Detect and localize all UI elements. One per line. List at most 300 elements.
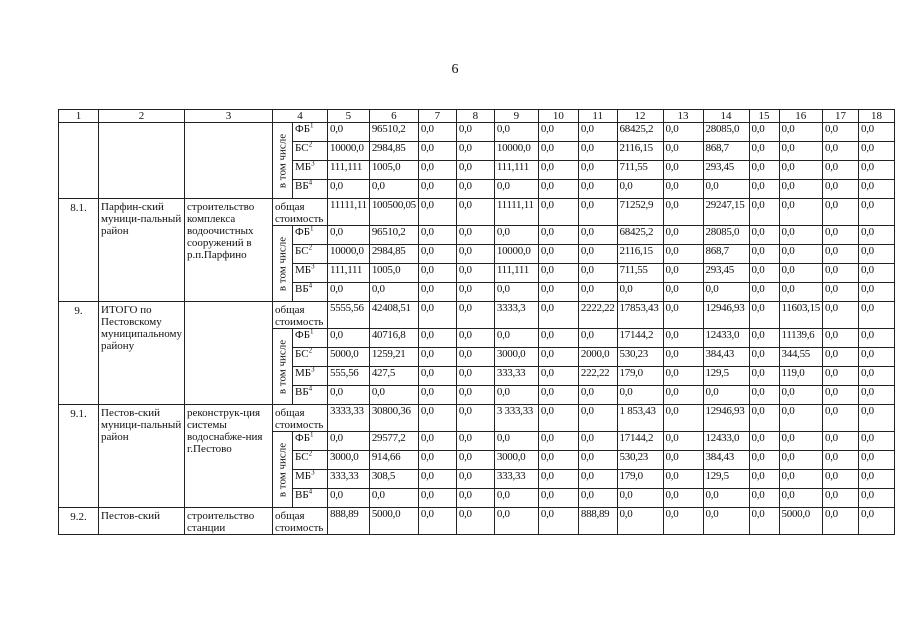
value-cell: 888,89 [328,508,370,535]
header-row [59,110,895,123]
value-cell: 0,0 [538,142,578,161]
funding-code: МБ [295,367,312,379]
value-cell: 2984,85 [369,245,418,264]
value-cell: 2116,15 [617,245,663,264]
funding-source-label [293,264,328,283]
value-cell: 0,0 [456,432,494,451]
value-cell: 17144,2 [617,329,663,348]
funding-code: МБ [295,470,312,482]
value-cell: 0,0 [538,489,578,508]
value-cell: 0,0 [663,386,703,405]
footnote-mark: 3 [311,160,315,168]
value-cell: 0,0 [494,226,538,245]
value-cell: 0,0 [369,180,418,199]
district-name [99,123,185,199]
value-cell: 0,0 [456,329,494,348]
value-cell: 0,0 [859,432,895,451]
value-cell: 3333,33 [328,405,370,432]
value-cell: 68425,2 [617,226,663,245]
value-cell: 0,0 [494,123,538,142]
footnote-mark: 1 [310,431,314,439]
value-cell: 0,0 [749,348,779,367]
value-cell: 129,5 [703,470,749,489]
value-cell: 868,7 [703,142,749,161]
value-cell: 0,0 [456,386,494,405]
value-cell: 0,0 [859,142,895,161]
in-total-label [273,226,293,302]
value-cell: 96510,2 [369,226,418,245]
value-cell: 0,0 [779,470,822,489]
value-cell: 0,0 [823,470,859,489]
total-cost-label: общая стоимость [273,405,328,432]
value-cell: 0,0 [418,245,456,264]
value-cell: 0,0 [456,489,494,508]
value-cell: 0,0 [823,264,859,283]
value-cell: 0,0 [538,283,578,302]
value-cell: 3000,0 [328,451,370,470]
value-cell: 0,0 [456,470,494,489]
value-cell: 111,111 [328,264,370,283]
value-cell: 0,0 [369,283,418,302]
value-cell: 0,0 [538,329,578,348]
value-cell: 0,0 [749,508,779,535]
value-cell: 2000,0 [578,348,617,367]
value-cell: 0,0 [663,451,703,470]
value-cell: 0,0 [749,161,779,180]
row-number: 9.2. [59,508,99,535]
value-cell: 0,0 [369,386,418,405]
total-cost-label: общая стоимость [273,199,328,226]
value-cell: 0,0 [663,470,703,489]
value-cell: 0,0 [494,489,538,508]
value-cell: 1005,0 [369,264,418,283]
value-cell: 0,0 [823,348,859,367]
value-cell: 0,0 [779,226,822,245]
value-cell: 333,33 [494,470,538,489]
value-cell: 0,0 [779,283,822,302]
district-name: ИТОГО по Пестовскому муниципальному району [99,302,185,405]
in-total-label [273,329,293,405]
footnote-mark: 4 [308,179,313,187]
value-cell: 0,0 [749,302,779,329]
value-cell: 0,0 [578,142,617,161]
district-name: Пестов-ский муници-пальный район [99,405,185,508]
value-cell: 0,0 [749,226,779,245]
value-cell: 0,0 [779,199,822,226]
header-cell: 1 [59,110,99,123]
value-cell: 0,0 [749,199,779,226]
value-cell: 11139,6 [779,329,822,348]
value-cell: 29577,2 [369,432,418,451]
district-name: Парфин-ский муници-пальный район [99,199,185,302]
value-cell: 0,0 [538,245,578,264]
value-cell: 0,0 [703,489,749,508]
value-cell: 0,0 [779,123,822,142]
total-cost-label: общая стоимость [273,302,328,329]
value-cell: 0,0 [418,386,456,405]
funding-code: ФБ [295,329,311,341]
value-cell: 0,0 [578,199,617,226]
value-cell: 0,0 [418,142,456,161]
value-cell: 0,0 [703,508,749,535]
value-cell: 5000,0 [779,508,822,535]
value-cell: 0,0 [779,264,822,283]
value-cell: 293,45 [703,161,749,180]
value-cell: 0,0 [494,180,538,199]
value-cell: 0,0 [823,180,859,199]
value-cell: 0,0 [749,451,779,470]
value-cell: 0,0 [617,180,663,199]
value-cell: 0,0 [749,180,779,199]
value-cell: 0,0 [663,329,703,348]
row-number: 8.1. [59,199,99,302]
funding-source-label [293,283,328,302]
value-cell: 0,0 [494,508,538,535]
footnote-mark: 3 [311,366,315,374]
funding-code: БС [295,451,309,463]
value-cell: 0,0 [538,161,578,180]
value-cell: 0,0 [823,142,859,161]
value-cell: 0,0 [663,508,703,535]
funding-source-label [293,180,328,199]
header-cell: 9 [494,110,538,123]
value-cell: 5000,0 [369,508,418,535]
value-cell: 0,0 [859,451,895,470]
value-cell: 0,0 [418,367,456,386]
budget-table [58,109,895,535]
value-cell: 0,0 [779,142,822,161]
value-cell: 0,0 [663,199,703,226]
value-cell: 0,0 [538,123,578,142]
value-cell: 0,0 [328,180,370,199]
value-cell: 0,0 [538,432,578,451]
footnote-mark: 1 [310,225,314,233]
header-cell: 17 [823,110,859,123]
value-cell: 0,0 [749,489,779,508]
value-cell: 1005,0 [369,161,418,180]
value-cell: 344,55 [779,348,822,367]
value-cell: 0,0 [749,432,779,451]
project-name: строительство комплекса водоочистных сооружений в р.п.Парфино [185,199,273,302]
funding-source-label [293,329,328,348]
value-cell: 17853,43 [617,302,663,329]
value-cell: 0,0 [578,432,617,451]
header-cell: 4 [273,110,328,123]
value-cell: 28085,0 [703,226,749,245]
value-cell: 0,0 [823,405,859,432]
funding-source-label [293,451,328,470]
value-cell: 10000,0 [494,142,538,161]
value-cell: 0,0 [779,180,822,199]
value-cell: 11111,11 [494,199,538,226]
value-cell: 0,0 [663,432,703,451]
value-cell: 2116,15 [617,142,663,161]
value-cell: 0,0 [617,489,663,508]
value-cell: 0,0 [617,386,663,405]
value-cell: 30800,36 [369,405,418,432]
value-cell: 0,0 [663,302,703,329]
value-cell: 3000,0 [494,451,538,470]
vertical-text: в том числе [276,339,289,394]
value-cell: 0,0 [456,367,494,386]
value-cell: 0,0 [328,432,370,451]
value-cell: 0,0 [823,508,859,535]
value-cell: 0,0 [859,180,895,199]
value-cell: 12433,0 [703,329,749,348]
header-cell: 12 [617,110,663,123]
header-cell: 5 [328,110,370,123]
footnote-mark: 2 [308,141,313,149]
value-cell: 0,0 [456,161,494,180]
funding-code: ФБ [295,123,311,135]
value-cell: 5000,0 [328,348,370,367]
value-cell: 0,0 [328,226,370,245]
funding-source-label [293,161,328,180]
value-cell: 0,0 [663,180,703,199]
value-cell: 71252,9 [617,199,663,226]
value-cell: 0,0 [663,367,703,386]
value-cell: 0,0 [418,405,456,432]
footnote-mark: 4 [308,385,313,393]
funding-code: МБ [295,264,312,276]
value-cell: 0,0 [749,386,779,405]
value-cell: 555,56 [328,367,370,386]
value-cell: 0,0 [456,226,494,245]
value-cell: 12946,93 [703,302,749,329]
funding-code: БС [295,245,309,257]
value-cell: 0,0 [418,264,456,283]
value-cell: 530,23 [617,451,663,470]
value-cell: 0,0 [663,123,703,142]
value-cell: 0,0 [456,264,494,283]
value-cell: 0,0 [749,367,779,386]
vertical-text: в том числе [276,442,289,497]
value-cell: 0,0 [823,123,859,142]
value-cell: 0,0 [418,432,456,451]
value-cell: 0,0 [859,123,895,142]
value-cell: 111,111 [494,264,538,283]
value-cell: 0,0 [538,264,578,283]
value-cell: 0,0 [418,302,456,329]
value-cell: 333,33 [494,367,538,386]
value-cell: 12433,0 [703,432,749,451]
value-cell: 0,0 [859,199,895,226]
value-cell: 0,0 [663,226,703,245]
value-cell: 0,0 [823,245,859,264]
value-cell: 0,0 [578,264,617,283]
value-cell: 0,0 [538,405,578,432]
value-cell: 0,0 [456,508,494,535]
value-cell: 0,0 [538,470,578,489]
value-cell: 0,0 [823,432,859,451]
value-cell: 10000,0 [328,245,370,264]
funding-code: ФБ [295,226,311,238]
value-cell: 0,0 [749,123,779,142]
value-cell: 28085,0 [703,123,749,142]
value-cell: 0,0 [779,451,822,470]
footnote-mark: 2 [308,347,313,355]
value-cell: 5555,56 [328,302,370,329]
value-cell: 0,0 [703,180,749,199]
value-cell: 0,0 [859,283,895,302]
footnote-mark: 3 [311,469,315,477]
value-cell: 2984,85 [369,142,418,161]
value-cell: 0,0 [456,180,494,199]
value-cell: 0,0 [578,329,617,348]
table-row [59,405,895,432]
table-row [59,123,895,142]
value-cell: 0,0 [578,123,617,142]
value-cell: 0,0 [456,348,494,367]
project-name: строительство станции [185,508,273,535]
table-row [59,199,895,226]
value-cell: 111,111 [328,161,370,180]
value-cell: 0,0 [859,470,895,489]
funding-source-label [293,142,328,161]
header-cell: 18 [859,110,895,123]
value-cell: 0,0 [749,329,779,348]
value-cell: 3000,0 [494,348,538,367]
value-cell: 0,0 [578,283,617,302]
value-cell: 0,0 [859,161,895,180]
table-row [59,508,895,535]
value-cell: 0,0 [578,405,617,432]
value-cell: 0,0 [779,245,822,264]
value-cell: 100500,05 [369,199,418,226]
funding-code: ВБ [295,283,309,295]
value-cell: 1 853,43 [617,405,663,432]
value-cell: 0,0 [578,470,617,489]
header-cell: 16 [779,110,822,123]
row-number [59,123,99,199]
header-cell: 14 [703,110,749,123]
funding-code: МБ [295,161,312,173]
value-cell: 0,0 [578,386,617,405]
value-cell: 0,0 [538,348,578,367]
value-cell: 0,0 [456,142,494,161]
value-cell: 0,0 [538,451,578,470]
funding-source-label [293,245,328,264]
value-cell: 0,0 [494,329,538,348]
value-cell: 0,0 [823,386,859,405]
value-cell: 0,0 [663,283,703,302]
value-cell: 111,111 [494,161,538,180]
value-cell: 0,0 [749,283,779,302]
value-cell: 0,0 [456,405,494,432]
value-cell: 0,0 [456,302,494,329]
value-cell: 0,0 [538,508,578,535]
value-cell: 0,0 [779,161,822,180]
value-cell: 0,0 [823,329,859,348]
page-number: 6 [451,62,459,77]
value-cell: 0,0 [418,123,456,142]
value-cell: 427,5 [369,367,418,386]
vertical-text: в том числе [276,236,289,291]
funding-source-label [293,348,328,367]
value-cell: 179,0 [617,367,663,386]
value-cell: 0,0 [328,329,370,348]
funding-code: БС [295,142,309,154]
value-cell: 10000,0 [494,245,538,264]
project-name [185,302,273,405]
value-cell: 222,22 [578,367,617,386]
value-cell: 0,0 [328,123,370,142]
value-cell: 0,0 [663,348,703,367]
value-cell: 0,0 [859,508,895,535]
row-number: 9. [59,302,99,405]
value-cell: 40716,8 [369,329,418,348]
header-cell: 11 [578,110,617,123]
value-cell: 68425,2 [617,123,663,142]
value-cell: 11603,15 [779,302,822,329]
value-cell: 0,0 [823,489,859,508]
value-cell: 0,0 [578,226,617,245]
value-cell: 384,43 [703,451,749,470]
value-cell: 42408,51 [369,302,418,329]
header-cell: 2 [99,110,185,123]
funding-code: ВБ [295,386,309,398]
header-cell: 3 [185,110,273,123]
value-cell: 914,66 [369,451,418,470]
value-cell: 0,0 [538,226,578,245]
value-cell: 0,0 [578,245,617,264]
value-cell: 0,0 [823,451,859,470]
value-cell: 119,0 [779,367,822,386]
in-total-label [273,123,293,199]
value-cell: 711,55 [617,264,663,283]
value-cell: 0,0 [779,489,822,508]
value-cell: 0,0 [494,283,538,302]
value-cell: 0,0 [859,489,895,508]
value-cell: 0,0 [328,386,370,405]
value-cell: 0,0 [823,367,859,386]
value-cell: 0,0 [703,386,749,405]
value-cell: 0,0 [663,161,703,180]
value-cell: 0,0 [538,180,578,199]
value-cell: 0,0 [538,367,578,386]
value-cell: 0,0 [663,489,703,508]
value-cell: 0,0 [749,470,779,489]
value-cell: 0,0 [456,199,494,226]
footnote-mark: 2 [308,244,313,252]
value-cell: 0,0 [859,245,895,264]
value-cell: 0,0 [703,283,749,302]
footnote-mark: 4 [308,282,313,290]
value-cell: 0,0 [663,264,703,283]
value-cell: 293,45 [703,264,749,283]
value-cell: 17144,2 [617,432,663,451]
value-cell: 0,0 [749,142,779,161]
value-cell: 0,0 [456,451,494,470]
total-cost-label: общая стоимость [273,508,328,535]
value-cell: 0,0 [578,180,617,199]
value-cell: 0,0 [859,367,895,386]
value-cell: 0,0 [418,199,456,226]
value-cell: 0,0 [859,329,895,348]
value-cell: 1259,21 [369,348,418,367]
value-cell: 0,0 [749,405,779,432]
funding-source-label [293,367,328,386]
value-cell: 0,0 [578,489,617,508]
value-cell: 0,0 [663,142,703,161]
value-cell: 0,0 [418,508,456,535]
value-cell: 384,43 [703,348,749,367]
value-cell: 711,55 [617,161,663,180]
header-cell: 13 [663,110,703,123]
footnote-mark: 3 [311,263,315,271]
value-cell: 0,0 [456,123,494,142]
value-cell: 0,0 [823,161,859,180]
